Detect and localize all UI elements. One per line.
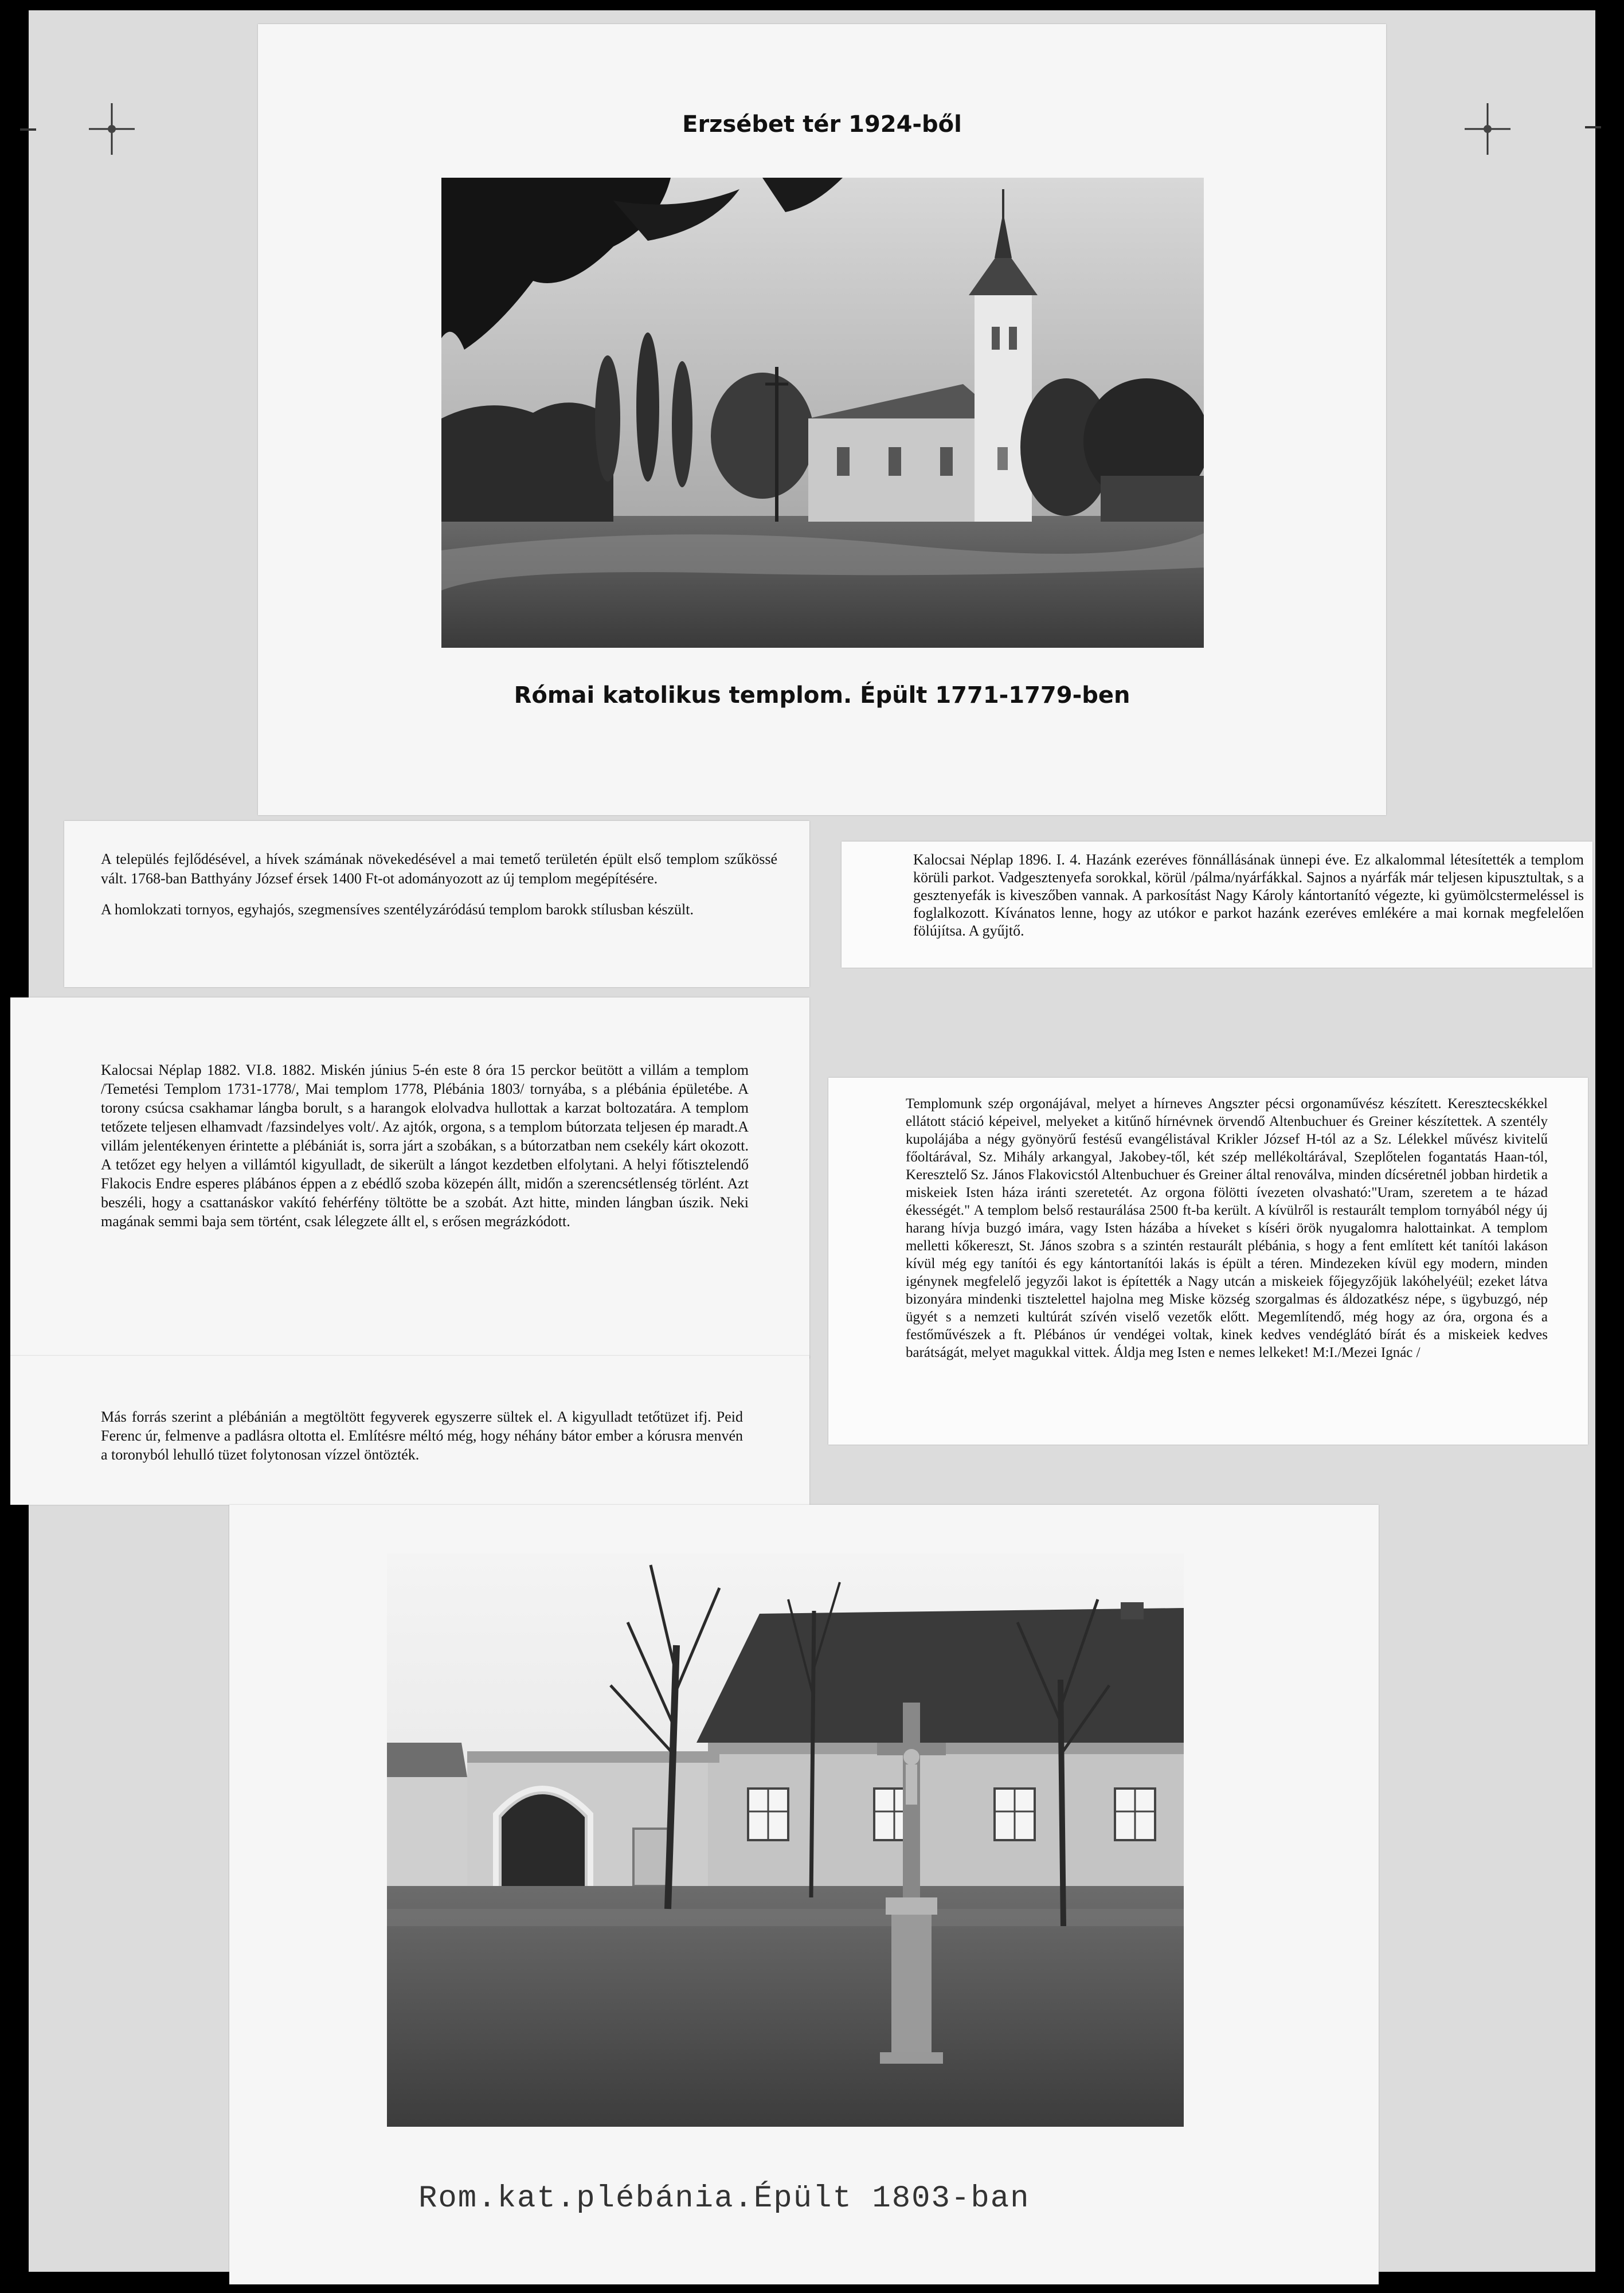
newspaper-text-1882 [10,997,809,1359]
newspaper-clip-1896 [842,842,1592,968]
history-paragraph-2: A homlokzati tornyos, egyhajós, szegmensíves szentélyzáródású templom barokk stílusban készült. [101,901,694,918]
top-card-caption: Római katolikus templom. Épült 1771-1779-ben [514,682,1130,709]
newspaper-clip-organ [828,1078,1588,1445]
registration-mark-right [1462,103,1513,155]
bottom-photo-card [229,1505,1379,2284]
clip-1896-text: Kalocsai Néplap 1896. I. 4. Hazánk ezeréves fönnállásának ünnepi éve. Ez alkalommal létesítették a templom körüli parkot. Vadgesztenyefa sorokkal, körül /pálma/nyárfákkal. Sajnos a nyárfák már teljesen kipusztultak, s a gesztenyefák is kiveszőben vannak. A parkosítást Nagy Károly kántortanító végezte, ki gyümölcstermeléssel is foglalkozott. Kívánatos lenne, hogy az utókor e parkot hazánk ezeréves emlékére a mai kornak megfelelően fölújítsa. A gyűjtő. [913,851,1584,939]
text-card-history [64,821,809,987]
registration-mark-left [86,103,138,155]
parish-house-photo [387,1554,1184,2127]
edge-tick-left [20,128,36,131]
other-source-text: Más forrás szerint a plébánián a megtöltött fegyverek egyszerre sültek el. A kigyulladt tetőtüzet ifj. Peid Ferenc úr, felmenve a padlásra oltotta el. Említésre méltó még, hogy néhány bátor ember a kórusra menvén a toronyból lehulló tüzet folytonosan vízzel öntözték. [101,1408,743,1463]
lightning-text: Kalocsai Néplap 1882. VI.8. 1882. Miskén június 5-én este 8 óra 15 perckor beütött a villám a templom /Temetési Templom 1731-1778/, Mai templom 1778, Plébánia 1803/ tornyába, s a plébánia épületébe. A torony csúcsa csakhamar lángba borult, s a harangok elolvadva hullottak a karzat boltozatára. A templom tetőzete teljesen elhamvadt /fazsindelyes volt/. Az ajtók, orgona, s a templom bútorzata teljesen ép maradt.A villám jelentékenyen érintette a plébániát is, sorra járt a szobákan, s a bútorzatban nem csekély kárt okozott. A tetőzet egy helyen a villámtól kigyulladt, de sikerült a lángot kezdetben elfolytani. A helyi főtisztelendő Flakocis Endre esperes plábános éppen a z ebédlő szoba közepén állt, midőn a szerencsétlenség törlént. Azt beszéli, hogy a csattanáskor vakító fehérfény töltötte be a szobát. Azt hitte, minden lángban úszik. Neki magának semmi baja sem történt, csak lélegzete állt el, s erősen megrázkódott. [101,1062,749,1230]
church-photo-1924 [441,178,1204,648]
history-text [101,850,777,931]
top-photo-card [258,24,1386,815]
text-card-other-source [10,1356,809,1505]
edge-tick-right [1585,126,1601,128]
top-card-title: Erzsébet tér 1924-ből [682,111,962,138]
history-paragraph-1: A település fejlődésével, a hívek számának növekedésével a mai temető területén épült első templom szűkössé vált. 1768-ban Batthyány József érsek 1400 Ft-ot adományozott az új templom megépítésére. [101,851,777,887]
bottom-card-caption: Rom.kat.plébánia.Épült 1803-ban [418,2181,1030,2216]
clip-organ-text: Templomunk szép orgonájával, melyet a hírneves Angszter pécsi orgonaművész készített. Keresztecskékkel ellátott stáció képeivel, melyeket a kitűnő hírnévnek örvendő Altenbuchuer és Greiner készítettek. A szentély kupolájába a négy gyönyörű festésű evangélistával Krikler József H-tól az a Sz. Lélekkel művész kivitelű főoltárával, Sz. Mihály arkangyal, Jakobey-től, két szép mellékoltárával, Szeplőtelen fogantatás Haan-tól, Keresztelő Sz. János Flakovicstól Altenbuchuer és Greiner által renoválva, minden dícséretnél jobban hirdetik a miskeiek Isten háza iránti szeretetét. Az orgona fölötti ívezeten olvasható:"Uram, szeretem a te házad ékességét." A templom belső restaurálása 2500 ft-ba került. A kívülről is restaurált templom tornyából négy új harang hívja buzgó imára, vagy Isten házába a híveket s kíséri örök nyugalomra halottainkat. A templom melletti kőkereszt, St. János szobra s a szintén restaurált plébánia, s hogy a fent említett két tanítói lakáson kívül még egy tanítói és egy kántortanítói lakás is épült a téren. Mindezeken kívül egy modern, minden igénynek megfelelő jegyzői lakot is építették a Nagy utcán a miskeiek főjegyzőjük lakóhelyéül; ezeket látva bizonyára mindenki tisztelettel hajolna meg Miske község szorgalmas és áldozatkész népe, s ügybuzgó, nép ügyét s a nemzeti kultúrát szívén viselő vezetők előtt. Megemlítendő, még hogy az óra, orgona és a festőművészek a ft. Plébános úr vendégei voltak, kinek kedves vendéglátó bírát és a miskeiek kedves barátságát, melyet magukkal vittek. Áldja meg Isten e nemes lelkeket! M:I./Mezei Ignác / [906,1096,1548,1360]
